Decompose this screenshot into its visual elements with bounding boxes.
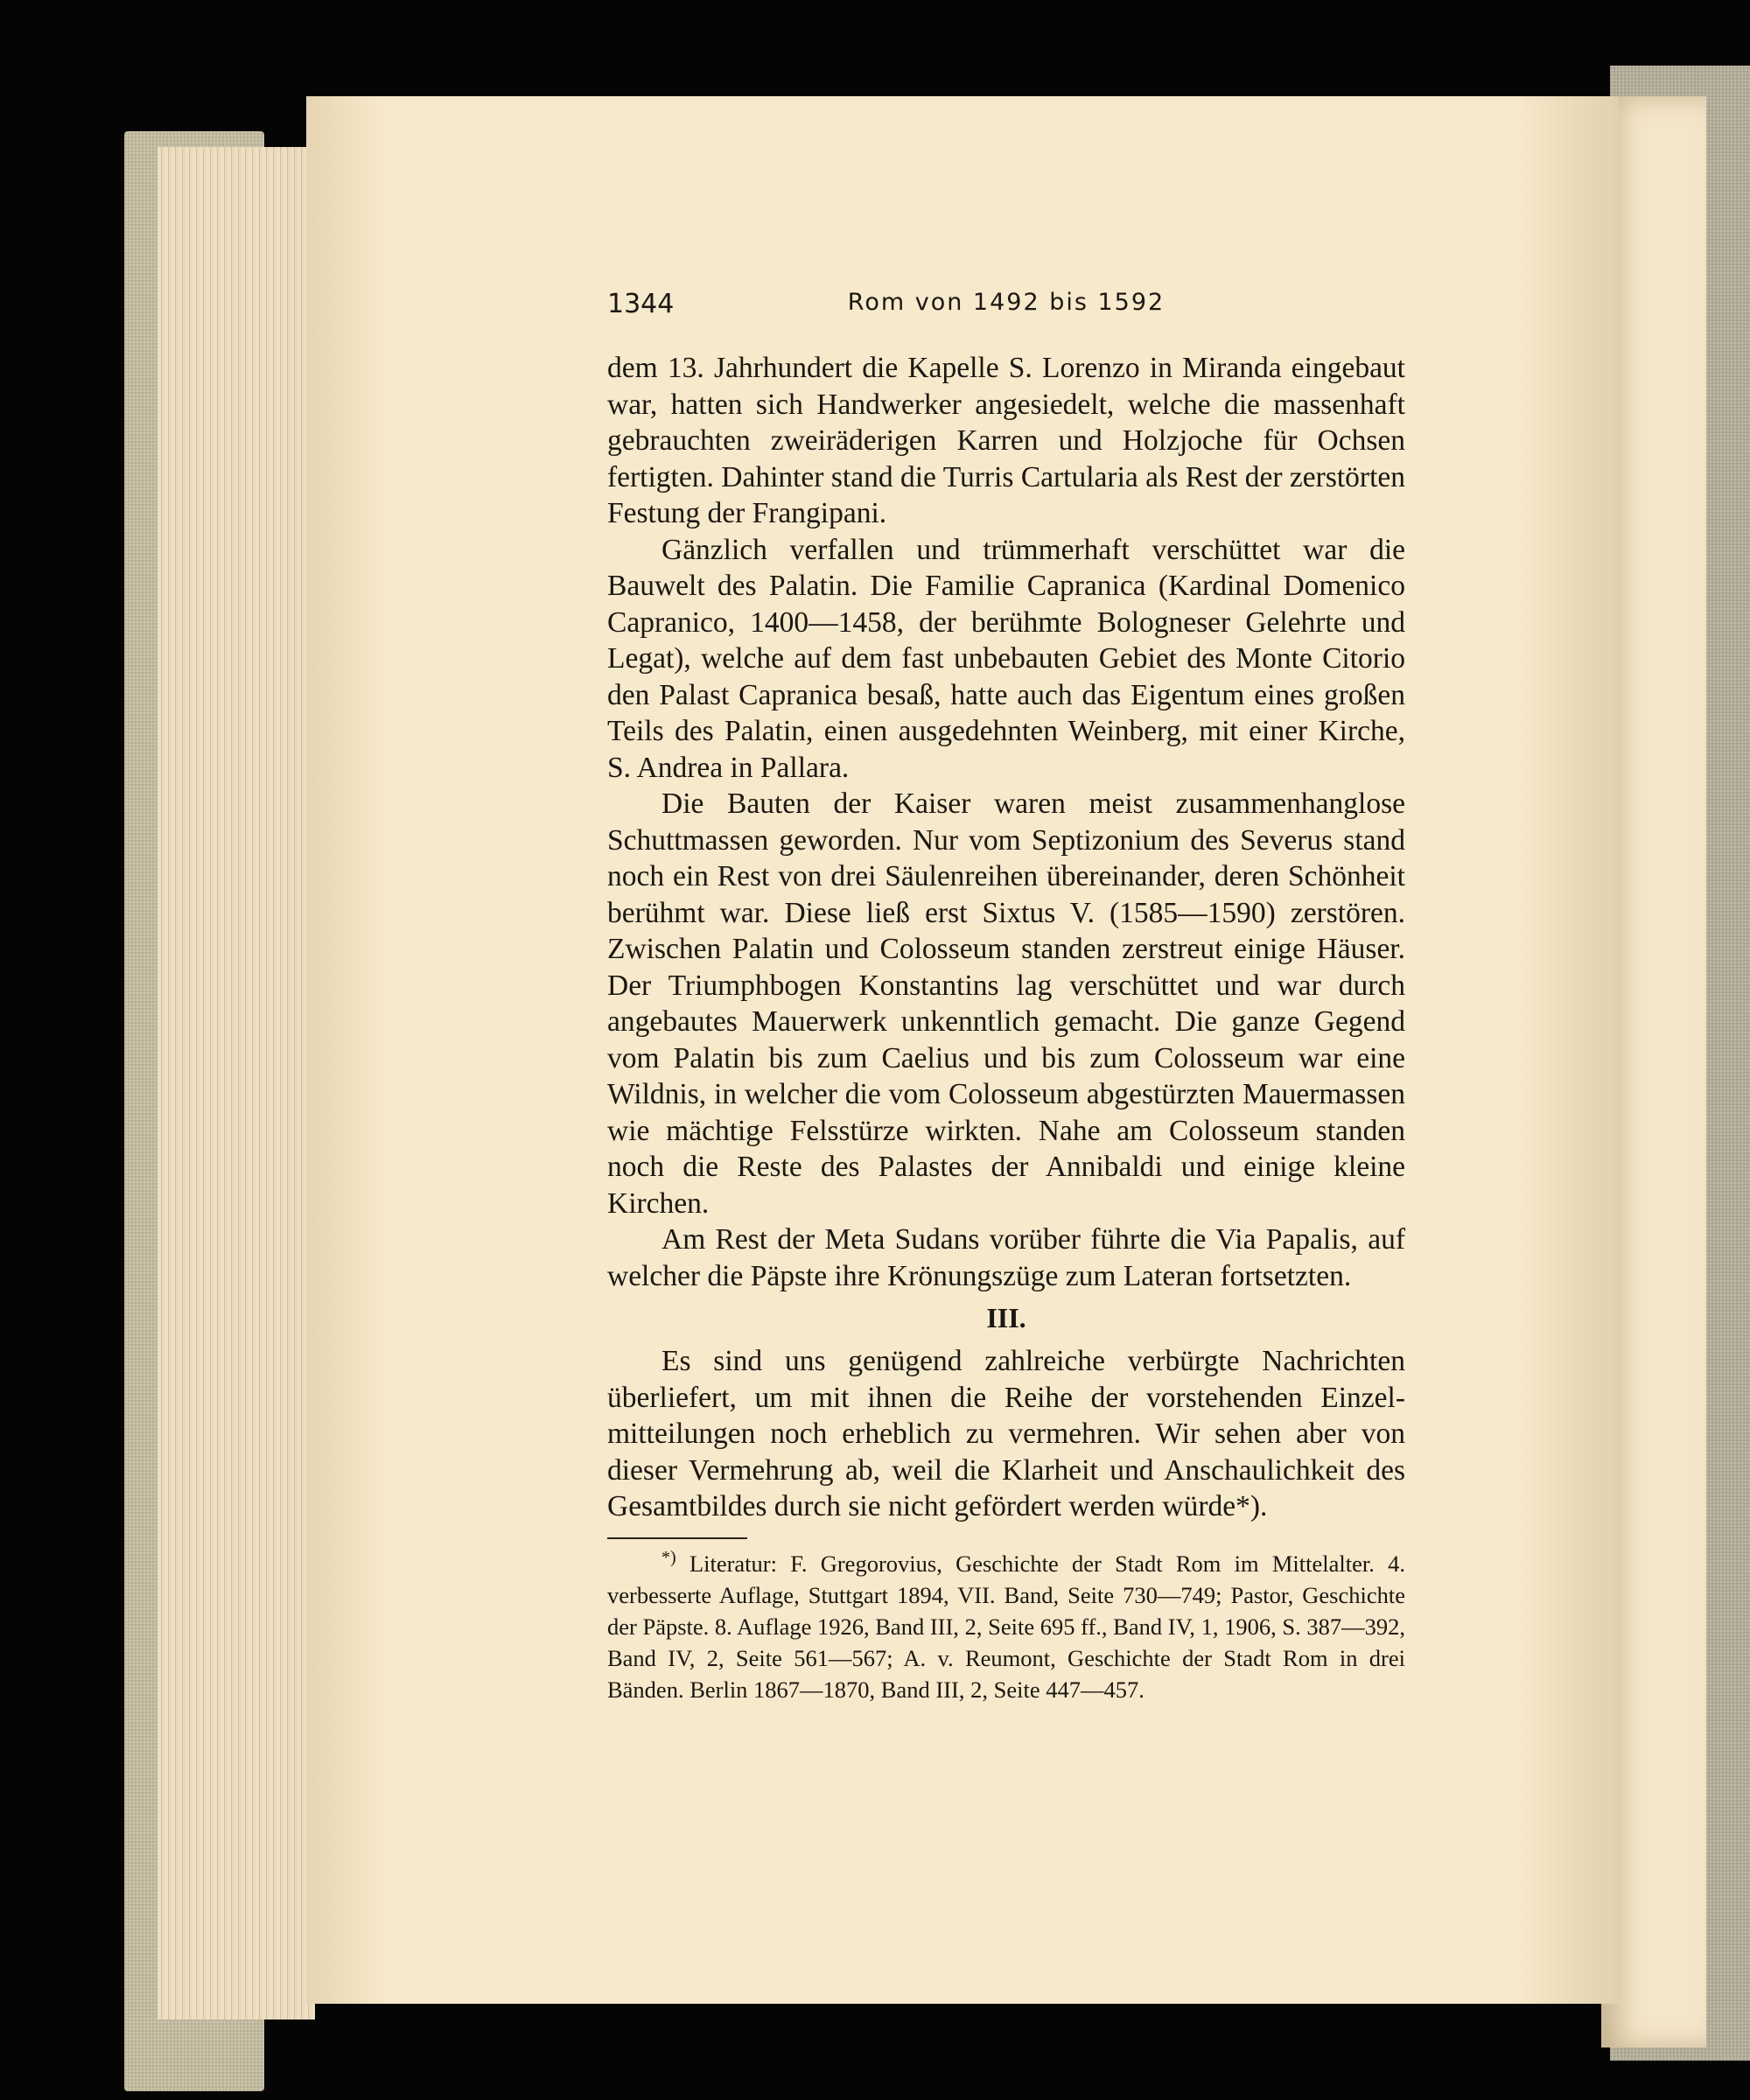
page-content [607,289,1405,1705]
paragraph-3: Die Bauten der Kaiser waren meist zusammenhanglose Schuttmassen geworden. Nur vom Septizonium des Severus stand noch ein Rest von drei Säulenreihen übereinander, deren Schönheit berühmt war. Diese ließ erst Sixtus V. (1585—1590) zerstören. Zwischen Palatin und Colosseum standen zerstreut einige Häuser. Der Triumphbogen Konstantins lag verschüttet und war durch angebautes Mauerwerk unkenntlich gemacht. Die ganze Gegend vom Palatin bis zum Caelius und bis zum Colosseum war eine Wildnis, in welcher die vom Colosseum abgestürzten Mauermassen wie mächtige Felsstürze wirkten. Nahe am Colosseum standen noch die Reste des Palastes der Annibaldi und einige kleine Kirchen. [607,788,1405,1220]
paragraph-5-text: Es sind uns genügend zahlreiche verbürgte Nachrichten überliefert, um mit ihnen die Reihe der vorstehenden Einzelmitteilungen noch erheblich zu vermehren. Wir sehen aber von dieser Vermehrung ab, weil die Klarheit und Anschaulichkeit des Gesamtbildes durch sie nicht gefördert werden würde [607,1345,1405,1522]
footnote-text: Literatur: F. Gregorovius, Geschichte der Stadt Rom im Mittelalter. 4. verbesserte Auflage, Stuttgart 1894, VII. Band, Seite 730—749; Pastor, Geschichte der Päpste. 8. Auflage 1926, Band III, 2, Seite 695 ff., Band IV, 1, 1906, S. 387—392, Band IV, 2, Seite 561—567; A. v. Reumont, Geschichte der Stadt Rom in drei Bänden. Berlin 1867—1870, Band III, 2, Seite 447—457. [607,1550,1405,1703]
footnote-paragraph [607,1548,1405,1705]
running-title: Rom von 1492 bis 1592 [847,289,1166,316]
page-stack-edges [158,147,315,2020]
footnote-marker: *) [662,1547,676,1567]
footnote-rule [607,1537,747,1539]
paragraph-4: Am Rest der Meta Sudans vorüber führte die Via Papalis, auf welcher die Päpste ihre Krönungszüge zum Lateran fortsetzten. [607,1223,1405,1292]
body-text [607,350,1405,1525]
footnote-reference: *). [1236,1490,1268,1522]
section-heading: III. [986,1302,1026,1334]
footnote [607,1548,1405,1705]
paragraph-1: dem 13. Jahrhundert die Kapelle S. Lorenzo in Miranda eingebaut war, hatten sich Handwerker angesiedelt, welche die massenhaft gebrauchten zweiräderigen Karren und Holzjoche für Ochsen fertigten. Dahinter stand die Turris Cartularia als Rest der zerstörten Festung der Frangipani. [607,352,1405,529]
book-page [306,96,1619,2004]
page-number: 1344 [607,289,675,319]
running-head [607,289,1405,329]
paragraph-2: Gänzlich verfallen und trümmerhaft verschüttet war die Bauwelt des Palatin. Die Familie Capranica (Kardinal Domenico Capranico, 1400—1458, der berühmte Bologneser Gelehrte und Legat), welche auf dem fast unbebauten Gebiet des Monte Citorio den Palast Capranica besaß, hatte auch das Eigentum eines großen Teils des Palatin, einen ausgedehnten Weinberg, mit einer Kirche, S. Andrea in Pallara. [607,533,1405,784]
paragraph-5 [607,1343,1405,1525]
